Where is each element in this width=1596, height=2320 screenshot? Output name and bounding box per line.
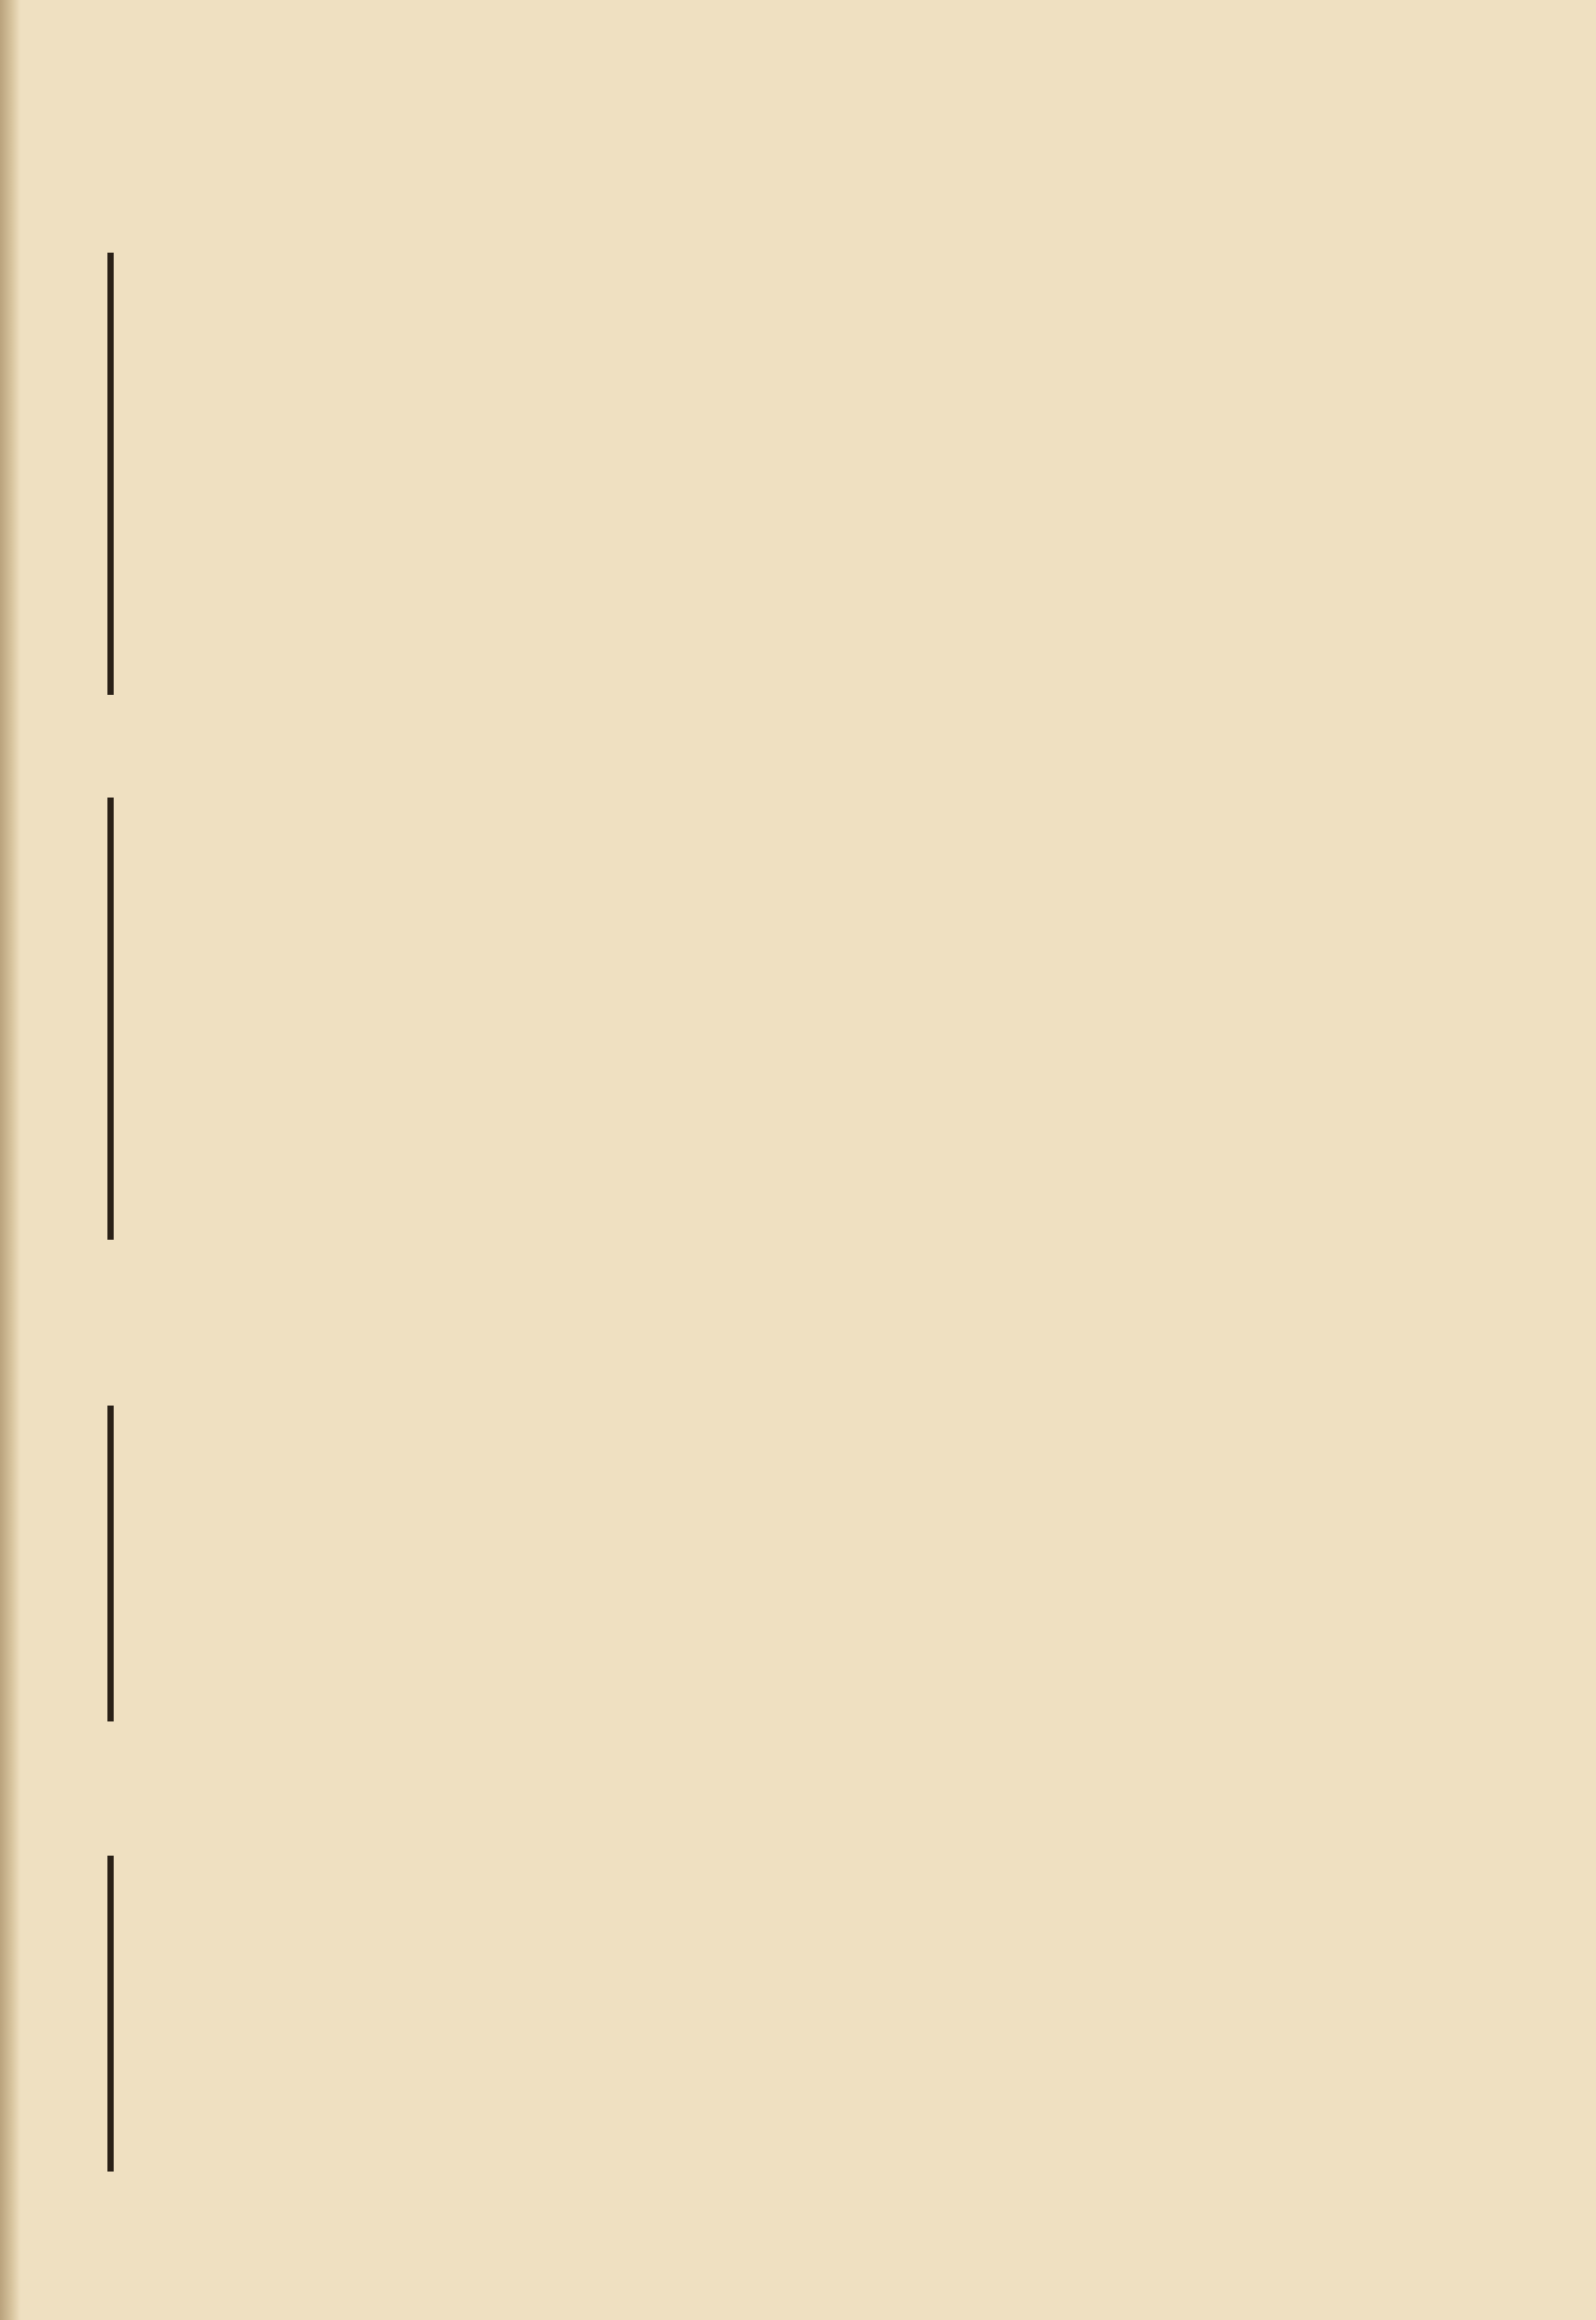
- system-brace: [107, 253, 114, 695]
- treble-staff: [115, 1856, 1395, 1944]
- treble-staff: [115, 1406, 1395, 1494]
- bass-staff: [115, 1153, 1395, 1241]
- system-brace: [107, 1406, 114, 1721]
- book-binding-edge: [0, 0, 21, 2320]
- treble-staff: [115, 253, 1395, 341]
- bass-staff: [115, 608, 1395, 696]
- bass-staff: [115, 1630, 1395, 1718]
- system-brace: [107, 798, 114, 1240]
- bass-staff: [115, 2082, 1395, 2170]
- treble-staff: [115, 798, 1395, 886]
- system-brace: [107, 1856, 114, 2172]
